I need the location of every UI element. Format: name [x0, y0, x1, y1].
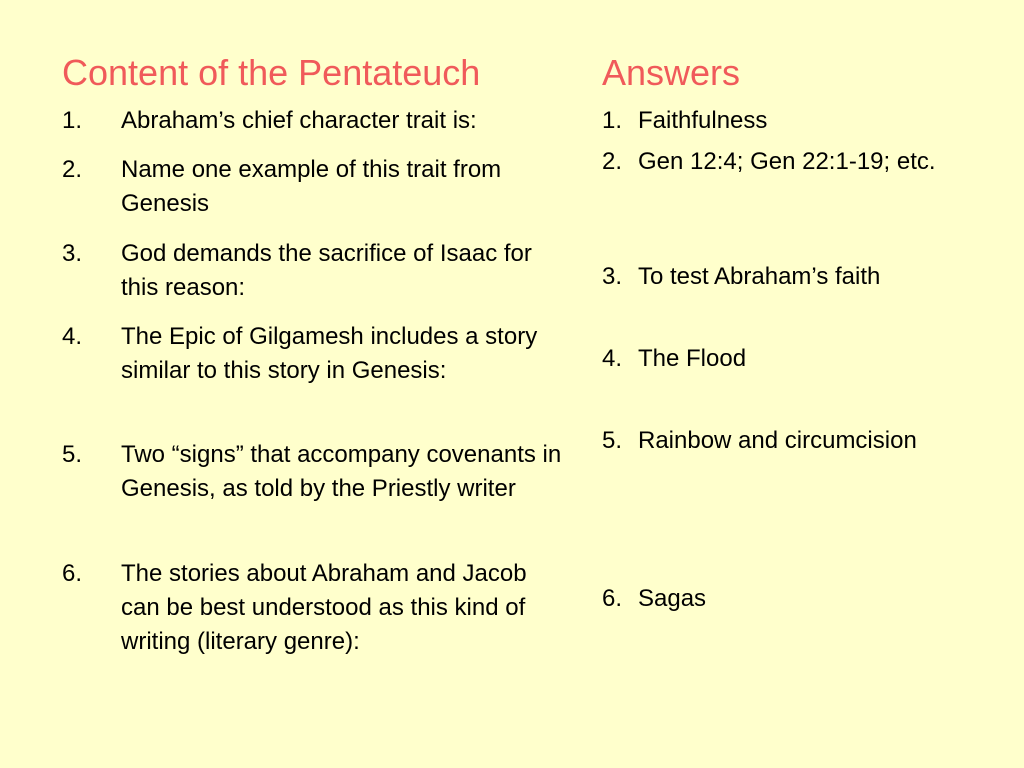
answer-text: Rainbow and circumcision [638, 427, 917, 454]
answer-text: To test Abraham’s faith [638, 263, 881, 290]
question-number: 6. [62, 560, 83, 587]
answer-item-1 [602, 104, 962, 138]
question-text: The Epic of Gilgamesh includes a story similar to this story in Genesis: [121, 323, 538, 384]
question-text: Name one example of this trait from Genesis [121, 156, 502, 217]
answer-item-6 [602, 582, 962, 616]
question-item-2 [62, 153, 562, 221]
answer-text: Gen 12:4; Gen 22:1-19; etc. [638, 148, 936, 175]
question-item-6 [62, 557, 562, 659]
question-text: Abraham’s chief character trait is: [121, 107, 477, 134]
question-number: 4. [62, 323, 83, 350]
answer-number: 2. [602, 148, 623, 175]
question-text: God demands the sacrifice of Isaac for this reason: [121, 240, 532, 301]
questions-title: Content of the Pentateuch [62, 52, 481, 93]
answer-item-4 [602, 342, 962, 376]
answer-item-3 [602, 260, 962, 294]
question-item-1 [62, 104, 562, 138]
answer-number: 5. [602, 427, 623, 454]
answer-item-5 [602, 424, 962, 458]
question-item-3 [62, 237, 562, 305]
answer-item-2 [602, 145, 962, 179]
question-number: 1. [62, 107, 83, 134]
question-item-4 [62, 320, 562, 388]
answer-number: 4. [602, 345, 623, 372]
question-text: Two “signs” that accompany covenants in Genesis, as told by the Priestly writer [121, 441, 562, 502]
answer-number: 1. [602, 107, 623, 134]
answer-text: The Flood [638, 345, 747, 372]
question-number: 5. [62, 441, 83, 468]
answer-number: 6. [602, 585, 623, 612]
answers-title: Answers [602, 52, 741, 93]
answer-text: Faithfulness [638, 107, 768, 134]
answer-text: Sagas [638, 585, 707, 612]
answer-number: 3. [602, 263, 623, 290]
question-text: The stories about Abraham and Jacob can be best understood as this kind of writing (literary genre): [121, 560, 527, 655]
question-number: 3. [62, 240, 83, 267]
question-item-5 [62, 438, 562, 506]
question-number: 2. [62, 156, 83, 183]
